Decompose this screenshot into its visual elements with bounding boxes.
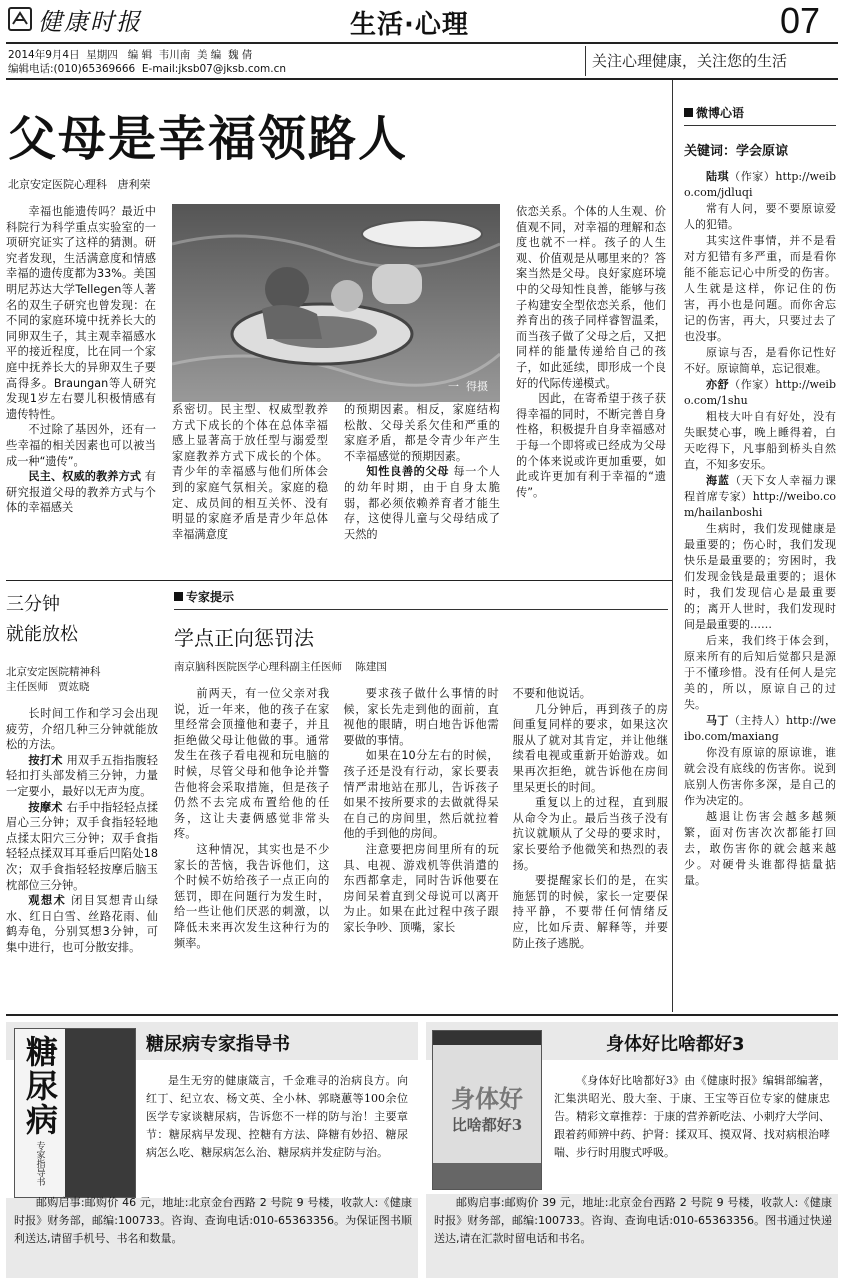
weibo-header — [684, 104, 836, 121]
section-title: 生活·心理 — [350, 10, 469, 40]
weibo-paragraph: 生病时，我们发现健康是最重要的；伤心时，我们发现快乐是最重要的；穷困时，我们发现金钱是最重要的；退休时，我们发现信心是最重要的；离开人世时，我们发现时间是最重要的…… — [684, 522, 836, 631]
relax-item-text: 用双手五指指腹轻轻扣打头部发梢三分钟，力量一定要小，最好以无声为度。 — [6, 753, 158, 798]
weibo-author-role: （作家） — [729, 170, 776, 183]
divider — [585, 46, 586, 76]
relax-item — [6, 893, 158, 955]
ad-body: 《身体好比啥都好3》由《健康时报》编辑部编著，汇集洪昭光、殷大奎、于康、王宝等百位专家的健康忠告。精彩文章推荐：于康的营养新吃法、小刺疗大学问、跟着药师辨中药、护肾：揉双耳、摸双肾、找对病根治哮喘、步行时用腹式呼吸。 — [554, 1074, 830, 1159]
weibo-sidebar — [684, 104, 836, 889]
relax-item-lead: 观想术 — [28, 894, 67, 908]
ad-order-text: 邮购启事:邮购价 39 元，地址:北京金台西路 2 号院 9 号楼，收款人:《健康时报》财务部，邮编:100733。咨询、查询电话:010-65363356。图书通过快递送达,请在汇款时留电话和书名。 — [434, 1196, 832, 1245]
square-bullet-icon — [684, 108, 693, 117]
article-paragraph: 不过除了基因外，还有一些幸福的相关因素也可以被当成一种“遗传”。 — [6, 423, 156, 468]
weibo-header-label: 微博心语 — [696, 106, 745, 120]
masthead — [0, 0, 844, 80]
expert-col-2 — [343, 686, 498, 951]
expert-col-1 — [174, 686, 329, 951]
article-paragraph: 的预期因素。相反，家庭结构松散、父母关系欠佳和严重的家庭矛盾，都是令青少年产生不幸福感觉的预期因素。 — [344, 403, 500, 463]
weibo-author: 陆琪 — [706, 170, 730, 183]
expert-paragraph: 几分钟后，再到孩子的房间重复同样的要求，如果这次服从了就对其肯定，并让他继续看电视或重新开始游戏。如果再次拒绝，就告诉他在房间里呆更长的时间。 — [512, 702, 668, 794]
expert-article — [174, 582, 668, 951]
weibo-paragraph: 其实这件事情，并不是看对方犯错有多严重，而是看你能不能忘记心中所受的伤害。人生就是这样，你记住的伤害，再小也是问题。而你舍忘记的伤害，再大，只要过去了也没事。 — [684, 234, 836, 343]
relax-byline-line2: 主任医师 贾竑晓 — [6, 681, 90, 693]
newspaper-logo — [8, 4, 142, 34]
relax-item-text: 右手中指轻轻点揉眉心三分钟；双手食指轻轻地点揉太阳穴三分钟；双手食指轻轻点揉双耳耳垂后凹陷处18次；双手食指轻轻按摩后脑玉枕部位三分钟。 — [6, 800, 158, 892]
expert-rule — [174, 609, 668, 610]
expert-paragraph: 重复以上的过程，直到服从命令为止。最后当孩子没有抗议就顺从了父母的要求时，家长要给予他微笑和热烈的表扬。 — [512, 796, 668, 872]
ad-diabetes-book — [6, 1022, 418, 1280]
relax-article — [6, 582, 158, 956]
article-col-2 — [172, 402, 328, 542]
weibo-keyword: 关键词：学会原谅 — [684, 144, 789, 159]
cover-title: 身体好 — [451, 1084, 523, 1113]
logo-mark-icon — [8, 7, 32, 31]
pool-photo-image — [172, 204, 500, 402]
square-bullet-icon — [174, 592, 183, 601]
article-title: 父母是幸福领路人 — [8, 111, 409, 167]
weibo-author-role: （作家） — [729, 378, 776, 391]
subhead: 知性良善的父母 — [366, 465, 450, 479]
date-line: 2014年9月4日 星期四 编 辑 韦川南 美 编 魏 倩 — [8, 49, 253, 61]
slogan: 关注心理健康，关注您的生活 — [592, 52, 788, 70]
relax-paragraph: 长时间工作和学习会出现疲劳，介绍几种三分钟就能放松的方法。 — [6, 707, 158, 752]
weibo-link[interactable]: http://weibo.com/hailanboshi — [684, 490, 836, 519]
expert-paragraph: 要求孩子做什么事情的时候，家长先走到他的面前，直视他的眼睛，明白地告诉他需要做的事情。 — [343, 687, 499, 747]
ad-order-text: 邮购启事:邮购价 46 元，地址:北京金台西路 2 号院 9 号楼，收款人:《健康时报》财务部，邮编:100733。咨询、查询电话:010-65363356。为保证图书顺利送达,请留手机号、书名和数量。 — [14, 1196, 412, 1245]
main-article — [6, 80, 668, 580]
section-rule — [6, 580, 672, 581]
expert-paragraph: 注意要把房间里所有的玩具、电视、游戏机等供消遣的东西都拿走，同时告诉他要在房间呆着直到父母说可以离开为止。如果在此过程中孩子跟家长争吵、顶嘴，家长 — [343, 842, 499, 934]
cover-subtitle: 比啥都好3 — [451, 1116, 523, 1134]
cover-title: 糖尿病 — [21, 1035, 59, 1137]
weibo-entry-header — [684, 169, 836, 201]
ad-title: 身体好比啥都好3 — [606, 1034, 745, 1055]
relax-item-lead: 按打术 — [28, 753, 63, 767]
weibo-entry-header — [684, 377, 836, 409]
article-text: 有研究报道父母的教养方式与个体的幸福感关 — [6, 470, 156, 515]
expert-paragraph: 这种情况，其实也是不少家长的苦恼，我告诉他们，这个时候不妨给孩子一点正向的惩罚，即在问题行为发生时，给一些让他们厌恶的刺激，以降低未来再次发生这种行为的频率。 — [174, 842, 330, 950]
ads-rule — [6, 1014, 838, 1016]
weibo-link[interactable]: http://weibo.com/jdluqi — [684, 170, 836, 199]
weibo-entry-header — [684, 713, 836, 745]
health-book-cover — [432, 1030, 542, 1190]
expert-paragraph: 不要和他说话。 — [512, 687, 591, 700]
weibo-entry-header — [684, 473, 836, 521]
relax-item — [6, 753, 158, 800]
article-paragraph: 系密切。民主型、权威型教养方式下成长的个体在总体幸福感上显著高于放任型与溺爱型家庭教养方式下成长的个体。青少年的幸福感与他们所体会到的家庭气氛相关。家庭的稳定、成员间的相互关怀、没有明显的家庭矛盾是青少年总体幸福满意度 — [172, 403, 328, 541]
article-paragraph: 幸福也能遗传吗？最近中科院行为科学重点实验室的一项研究证实了这样的猜测。研究者发现，生活满意度和情感幸福的遗传度都为33%。美国明尼苏达大学Tellegen等人著名的双生子研究也曾发现：在不同的家庭环境中抚养长大的同卵双生子，其主观幸福感水平的接近程度，比在同一个家庭中抚养长大的异卵双生子要高得多。Braungan等人研究发现1岁左右婴儿积极情感有遗传特性。 — [6, 205, 156, 421]
expert-tag — [174, 588, 668, 605]
article-photo — [172, 204, 500, 402]
expert-title: 学点正向惩罚法 — [174, 626, 314, 650]
weibo-paragraph: 你没有原谅的原谅谁，谁就会没有底线的伤害你。说到底别人伤害你多深，是自己的作为决定的。 — [684, 746, 836, 807]
relax-item-text: 闭目冥想青山绿水、红日白雪、丝路花雨、仙鹤寿龟，分别冥想3分钟，可集中进行，也可分散安排。 — [6, 894, 158, 954]
expert-paragraph: 前两天，有一位父亲对我说，近一年来，他的孩子在家里经常会顶撞他和妻子，并且拒绝做父母让他做的事。通常发生在孩子看电视和玩电脑的时候，尽管父母和他争论并警告他将会采取措施，但是孩子仍然不去完成布置给他的任务，这让夫妻俩感觉非常头疼。 — [174, 687, 330, 841]
weibo-link[interactable]: http://weibo.com/1shu — [684, 378, 836, 407]
article-text: 每一个人的幼年时期，由于自身太脆弱，都必须依赖养育者才能生存，这使得儿童与父母结成了天然的 — [344, 465, 500, 541]
article-byline: 北京安定医院心理科 唐利荣 — [8, 178, 151, 191]
weibo-link[interactable]: http://weibo.com/maxiang — [684, 714, 837, 743]
weibo-author: 亦舒 — [706, 378, 730, 391]
weibo-entries — [684, 169, 836, 889]
weibo-author-role: （主持人） — [728, 714, 786, 727]
relax-item-lead: 按摩术 — [28, 800, 63, 814]
weibo-paragraph: 粗枝大叶自有好处，没有失眠焚心事，晚上睡得着，白天吃得下，凡事船到桥头自然直，不知多安乐。 — [684, 410, 836, 471]
weibo-paragraph: 原谅与否，是看你记性好不好。原谅简单，忘记很难。 — [684, 346, 836, 375]
weibo-paragraph: 常有人问，要不要原谅爱人的犯错。 — [684, 202, 836, 231]
weibo-paragraph: 后来，我们终于体会到，原来所有的后知后觉都只是源于不懂珍惜。没有任何人是完美的，所以，原谅自己的过失。 — [684, 634, 836, 711]
subhead: 民主、权威的教养方式 — [28, 470, 142, 484]
relax-item — [6, 800, 158, 894]
expert-tag-label: 专家提示 — [186, 590, 235, 604]
weibo-paragraph: 越退让伤害会越多越频繁，面对伤害次次都能打回去，敢伤害你的就会越来越少。对硬骨头谁都得掂量掂量。 — [684, 810, 836, 887]
expert-byline: 南京脑科医院医学心理科副主任医师 陈建国 — [174, 661, 387, 673]
article-paragraph: 依恋关系。个体的人生观、价值观不同，对幸福的理解和态度也就不一样。孩子的人生观、价值观是从哪里来的？答案当然是父母。良好家庭环境中的父母知性良善，能够与孩子构建安全型依恋关系，他们养育出的孩子同样睿智温柔，而当孩子做了父母之后，又把同样的能量传递给自己的孩子，如此延续，即形成一个良好的代际传递模式。 — [516, 205, 666, 390]
relax-title-line2: 就能放松 — [6, 624, 78, 645]
cover-footer — [433, 1163, 541, 1189]
expert-col-3 — [513, 686, 668, 951]
cover-art — [65, 1029, 135, 1197]
contact-line: 编辑电话:(010)65369666 E-mail:jksb07@jksb.com.cn — [8, 63, 287, 75]
article-col-3 — [344, 402, 500, 542]
article-col-1 — [6, 204, 156, 516]
expert-paragraph: 要提醒家长们的是，在实施惩罚的时候，家长一定要保持平静，不要带任何情绪反应，比如斥责、解释等，并要防止孩子逃脱。 — [512, 874, 668, 950]
article-paragraph — [6, 469, 156, 516]
relax-byline-line1: 北京安定医院精神科 — [6, 666, 101, 678]
masthead-rule — [6, 42, 838, 44]
weibo-author: 马丁 — [706, 714, 729, 727]
ad-body: 是生无穷的健康箴言，千金难寻的治病良方。向红丁、纪立农、杨文英、全小林、郭晓蕙等100余位医学专家谈糖尿病，告诉您不一样的防与治！主要章节：糖尿病早发现、控糖有方法、降糖有妙招、糖尿病怎么吃、糖尿病怎么治、糖尿病并发症防与治。 — [146, 1074, 408, 1159]
cover-spine — [15, 1029, 65, 1197]
diabetes-book-cover — [14, 1028, 136, 1198]
ad-title: 糖尿病专家指导书 — [146, 1034, 290, 1055]
photo-credit: 一 得摄 — [448, 380, 488, 393]
article-paragraph — [344, 464, 500, 542]
weibo-author-role: （天下女人幸福力课程首席专家） — [684, 474, 837, 503]
weibo-rule — [684, 125, 836, 126]
article-col-4 — [516, 204, 666, 500]
weibo-author: 海蓝 — [706, 474, 730, 487]
expert-paragraph: 如果在10分左右的时候，孩子还是没有行动，家长要表情严肃地站在那儿，告诉孩子如果不按所要求的去做就得呆在自己的房间里，然后就拉着他的手到他的房间。 — [343, 749, 499, 841]
sidebar-divider — [672, 80, 673, 1012]
ad-health-book — [426, 1022, 838, 1280]
article-paragraph: 因此，在寄希望于孩子获得幸福的同时，不断完善自身性格，积极提升自身幸福感对于每一个即将或已经成为父母的个体来说或许更加重要，如此或许更加有利于幸福的“遗传”。 — [516, 392, 666, 499]
logo-text: 健康时报 — [38, 7, 142, 36]
cover-subtitle: 专家指导书 — [34, 1141, 45, 1186]
relax-title-line1: 三分钟 — [6, 594, 60, 615]
page-number: 07 — [780, 0, 821, 41]
cover-band — [433, 1031, 541, 1045]
